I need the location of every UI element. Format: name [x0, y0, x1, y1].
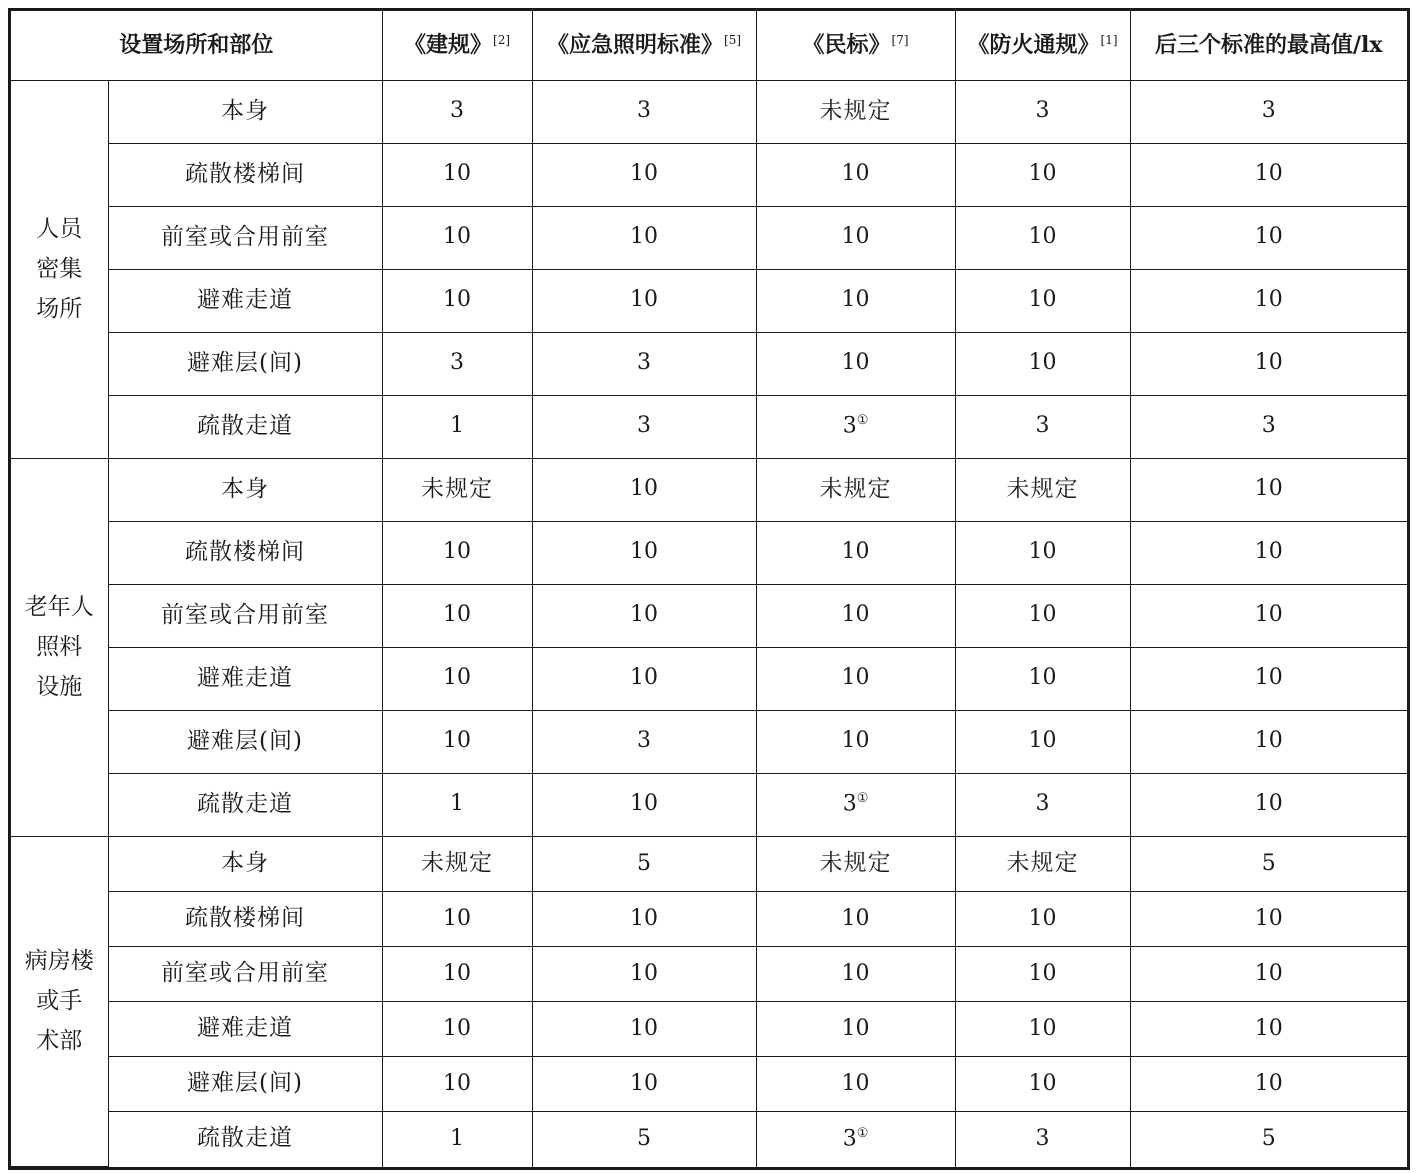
group-label-line: 病房楼 — [24, 948, 94, 975]
value-cell-jiangui: 3 — [382, 80, 532, 143]
value-cell-emergency: 10 — [532, 1001, 756, 1056]
footnote-marker: ① — [856, 791, 869, 807]
table-row — [11, 710, 1407, 773]
value-cell-emergency: 5 — [532, 836, 756, 891]
value-cell-minbiao: 10 — [756, 521, 955, 584]
value-cell-emergency: 10 — [532, 946, 756, 1001]
value-cell-minbiao: 10 — [756, 143, 955, 206]
value-cell-minbiao: 10 — [756, 206, 955, 269]
value-cell-emergency: 10 — [532, 521, 756, 584]
header-std-emergency-ref: [5] — [724, 32, 742, 47]
header-std-fanghuo — [955, 11, 1130, 80]
footnote-marker: ① — [856, 413, 869, 429]
location-cell: 疏散走道 — [108, 395, 382, 458]
value-cell-emergency: 3 — [532, 710, 756, 773]
value-cell-fanghuo: 未规定 — [955, 458, 1130, 521]
location-cell: 避难走道 — [108, 1001, 382, 1056]
group-label-line: 照料 — [36, 634, 83, 661]
value-cell-jiangui: 10 — [382, 1056, 532, 1111]
table-row — [11, 206, 1407, 269]
header-std-minbiao — [756, 11, 955, 80]
value-cell-max: 10 — [1130, 521, 1407, 584]
value-cell-max: 10 — [1130, 946, 1407, 1001]
value-text: 3 — [842, 1126, 857, 1152]
value-cell-minbiao: 10 — [756, 269, 955, 332]
value-cell-emergency: 10 — [532, 773, 756, 836]
table-row — [11, 946, 1407, 1001]
value-text: 3 — [842, 791, 857, 817]
location-cell: 疏散楼梯间 — [108, 521, 382, 584]
header-std-jiangui-title: 《建规》 — [404, 32, 493, 59]
value-cell-fanghuo: 3 — [955, 1111, 1130, 1166]
table-row — [11, 1001, 1407, 1056]
location-cell: 前室或合用前室 — [108, 584, 382, 647]
value-cell-jiangui: 10 — [382, 206, 532, 269]
value-cell-max: 10 — [1130, 891, 1407, 946]
table-row — [11, 458, 1407, 521]
value-cell-max: 5 — [1130, 1111, 1407, 1166]
header-std-emergency-title: 《应急照明标准》 — [547, 32, 724, 59]
value-cell-emergency: 3 — [532, 395, 756, 458]
location-cell: 疏散走道 — [108, 773, 382, 836]
group-label-line: 设施 — [36, 674, 83, 701]
header-std-jiangui — [382, 11, 532, 80]
value-cell-jiangui: 10 — [382, 521, 532, 584]
value-cell-jiangui: 10 — [382, 584, 532, 647]
table-row — [11, 647, 1407, 710]
group-label-line: 老年人 — [24, 594, 94, 621]
value-cell-max: 10 — [1130, 773, 1407, 836]
value-cell-fanghuo: 3 — [955, 80, 1130, 143]
value-cell-minbiao: 10 — [756, 1001, 955, 1056]
header-row — [11, 11, 1407, 80]
value-cell-fanghuo: 10 — [955, 1056, 1130, 1111]
value-cell-max: 10 — [1130, 269, 1407, 332]
value-cell-max: 5 — [1130, 836, 1407, 891]
illuminance-table-frame — [8, 8, 1410, 1170]
value-cell-fanghuo: 10 — [955, 143, 1130, 206]
value-cell-jiangui: 1 — [382, 1111, 532, 1166]
location-cell: 避难层(间) — [108, 332, 382, 395]
header-std-fanghuo-title: 《防火通规》 — [967, 32, 1100, 59]
table-row — [11, 836, 1407, 891]
location-cell: 本身 — [108, 80, 382, 143]
value-cell-max: 10 — [1130, 647, 1407, 710]
value-cell-max: 10 — [1130, 1001, 1407, 1056]
value-cell-minbiao — [756, 395, 955, 458]
value-cell-fanghuo: 10 — [955, 521, 1130, 584]
group-label-line: 术部 — [36, 1028, 83, 1055]
group-label — [11, 80, 108, 458]
value-cell-minbiao: 未规定 — [756, 80, 955, 143]
group-label — [11, 458, 108, 836]
value-cell-emergency: 3 — [532, 80, 756, 143]
value-cell-jiangui: 未规定 — [382, 836, 532, 891]
value-cell-emergency: 10 — [532, 647, 756, 710]
value-cell-minbiao — [756, 1111, 955, 1166]
value-cell-fanghuo: 10 — [955, 584, 1130, 647]
value-cell-jiangui: 10 — [382, 710, 532, 773]
value-cell-max: 10 — [1130, 206, 1407, 269]
location-cell: 避难走道 — [108, 269, 382, 332]
header-location: 设置场所和部位 — [11, 11, 382, 80]
value-cell-emergency: 5 — [532, 1111, 756, 1166]
table-row — [11, 1111, 1407, 1166]
value-cell-jiangui: 1 — [382, 395, 532, 458]
value-cell-minbiao — [756, 773, 955, 836]
value-cell-fanghuo: 10 — [955, 647, 1130, 710]
value-cell-minbiao: 10 — [756, 584, 955, 647]
illuminance-table — [11, 11, 1407, 1167]
table-row — [11, 395, 1407, 458]
group-label-line: 场所 — [36, 296, 83, 323]
table-row — [11, 773, 1407, 836]
location-cell: 避难走道 — [108, 647, 382, 710]
header-max: 后三个标准的最高值/lx — [1130, 11, 1407, 80]
table-row — [11, 332, 1407, 395]
table-row — [11, 143, 1407, 206]
table-row — [11, 80, 1407, 143]
value-cell-jiangui: 10 — [382, 946, 532, 1001]
value-cell-max: 3 — [1130, 395, 1407, 458]
location-cell: 疏散楼梯间 — [108, 143, 382, 206]
value-cell-emergency: 10 — [532, 143, 756, 206]
value-cell-minbiao: 10 — [756, 647, 955, 710]
value-cell-jiangui: 3 — [382, 332, 532, 395]
value-cell-emergency: 10 — [532, 1056, 756, 1111]
value-cell-jiangui: 10 — [382, 891, 532, 946]
table-row — [11, 269, 1407, 332]
location-cell: 避难层(间) — [108, 710, 382, 773]
group-label-line: 或手 — [36, 988, 83, 1015]
value-cell-emergency: 10 — [532, 458, 756, 521]
value-cell-fanghuo: 10 — [955, 710, 1130, 773]
value-cell-max: 10 — [1130, 143, 1407, 206]
value-cell-fanghuo: 10 — [955, 946, 1130, 1001]
value-cell-emergency: 10 — [532, 584, 756, 647]
location-cell: 前室或合用前室 — [108, 206, 382, 269]
value-cell-emergency: 10 — [532, 891, 756, 946]
value-cell-emergency: 10 — [532, 269, 756, 332]
location-cell: 本身 — [108, 836, 382, 891]
value-cell-fanghuo: 10 — [955, 269, 1130, 332]
table-row — [11, 1056, 1407, 1111]
value-cell-jiangui: 10 — [382, 269, 532, 332]
table-row — [11, 521, 1407, 584]
value-cell-fanghuo: 3 — [955, 395, 1130, 458]
header-std-minbiao-ref: [7] — [891, 32, 909, 47]
value-cell-minbiao: 10 — [756, 710, 955, 773]
value-cell-fanghuo: 10 — [955, 891, 1130, 946]
header-std-fanghuo-ref: [1] — [1100, 32, 1118, 47]
location-cell: 本身 — [108, 458, 382, 521]
table-row — [11, 584, 1407, 647]
location-cell: 疏散楼梯间 — [108, 891, 382, 946]
value-cell-max: 10 — [1130, 332, 1407, 395]
group-label-line: 人员 — [36, 216, 83, 243]
table-body — [11, 80, 1407, 1167]
header-std-jiangui-ref: [2] — [493, 32, 511, 47]
value-cell-max: 10 — [1130, 458, 1407, 521]
value-cell-fanghuo: 未规定 — [955, 836, 1130, 891]
header-std-emergency — [532, 11, 756, 80]
value-cell-minbiao: 未规定 — [756, 458, 955, 521]
location-cell: 疏散走道 — [108, 1111, 382, 1166]
value-cell-max: 10 — [1130, 584, 1407, 647]
value-cell-jiangui: 未规定 — [382, 458, 532, 521]
value-text: 3 — [842, 413, 857, 439]
value-cell-minbiao: 10 — [756, 332, 955, 395]
value-cell-minbiao: 10 — [756, 946, 955, 1001]
header-std-minbiao-title: 《民标》 — [802, 32, 891, 59]
value-cell-jiangui: 10 — [382, 647, 532, 710]
footnote-marker: ① — [856, 1125, 869, 1141]
value-cell-max: 10 — [1130, 710, 1407, 773]
value-cell-fanghuo: 10 — [955, 1001, 1130, 1056]
value-cell-fanghuo: 10 — [955, 332, 1130, 395]
value-cell-jiangui: 10 — [382, 1001, 532, 1056]
group-label-line: 密集 — [36, 256, 83, 283]
value-cell-fanghuo: 10 — [955, 206, 1130, 269]
location-cell: 避难层(间) — [108, 1056, 382, 1111]
value-cell-minbiao: 10 — [756, 891, 955, 946]
value-cell-fanghuo: 3 — [955, 773, 1130, 836]
location-cell: 前室或合用前室 — [108, 946, 382, 1001]
value-cell-minbiao: 10 — [756, 1056, 955, 1111]
table-row — [11, 891, 1407, 946]
value-cell-jiangui: 1 — [382, 773, 532, 836]
value-cell-jiangui: 10 — [382, 143, 532, 206]
value-cell-minbiao: 未规定 — [756, 836, 955, 891]
value-cell-emergency: 3 — [532, 332, 756, 395]
value-cell-emergency: 10 — [532, 206, 756, 269]
value-cell-max: 3 — [1130, 80, 1407, 143]
group-label — [11, 836, 108, 1166]
value-cell-max: 10 — [1130, 1056, 1407, 1111]
